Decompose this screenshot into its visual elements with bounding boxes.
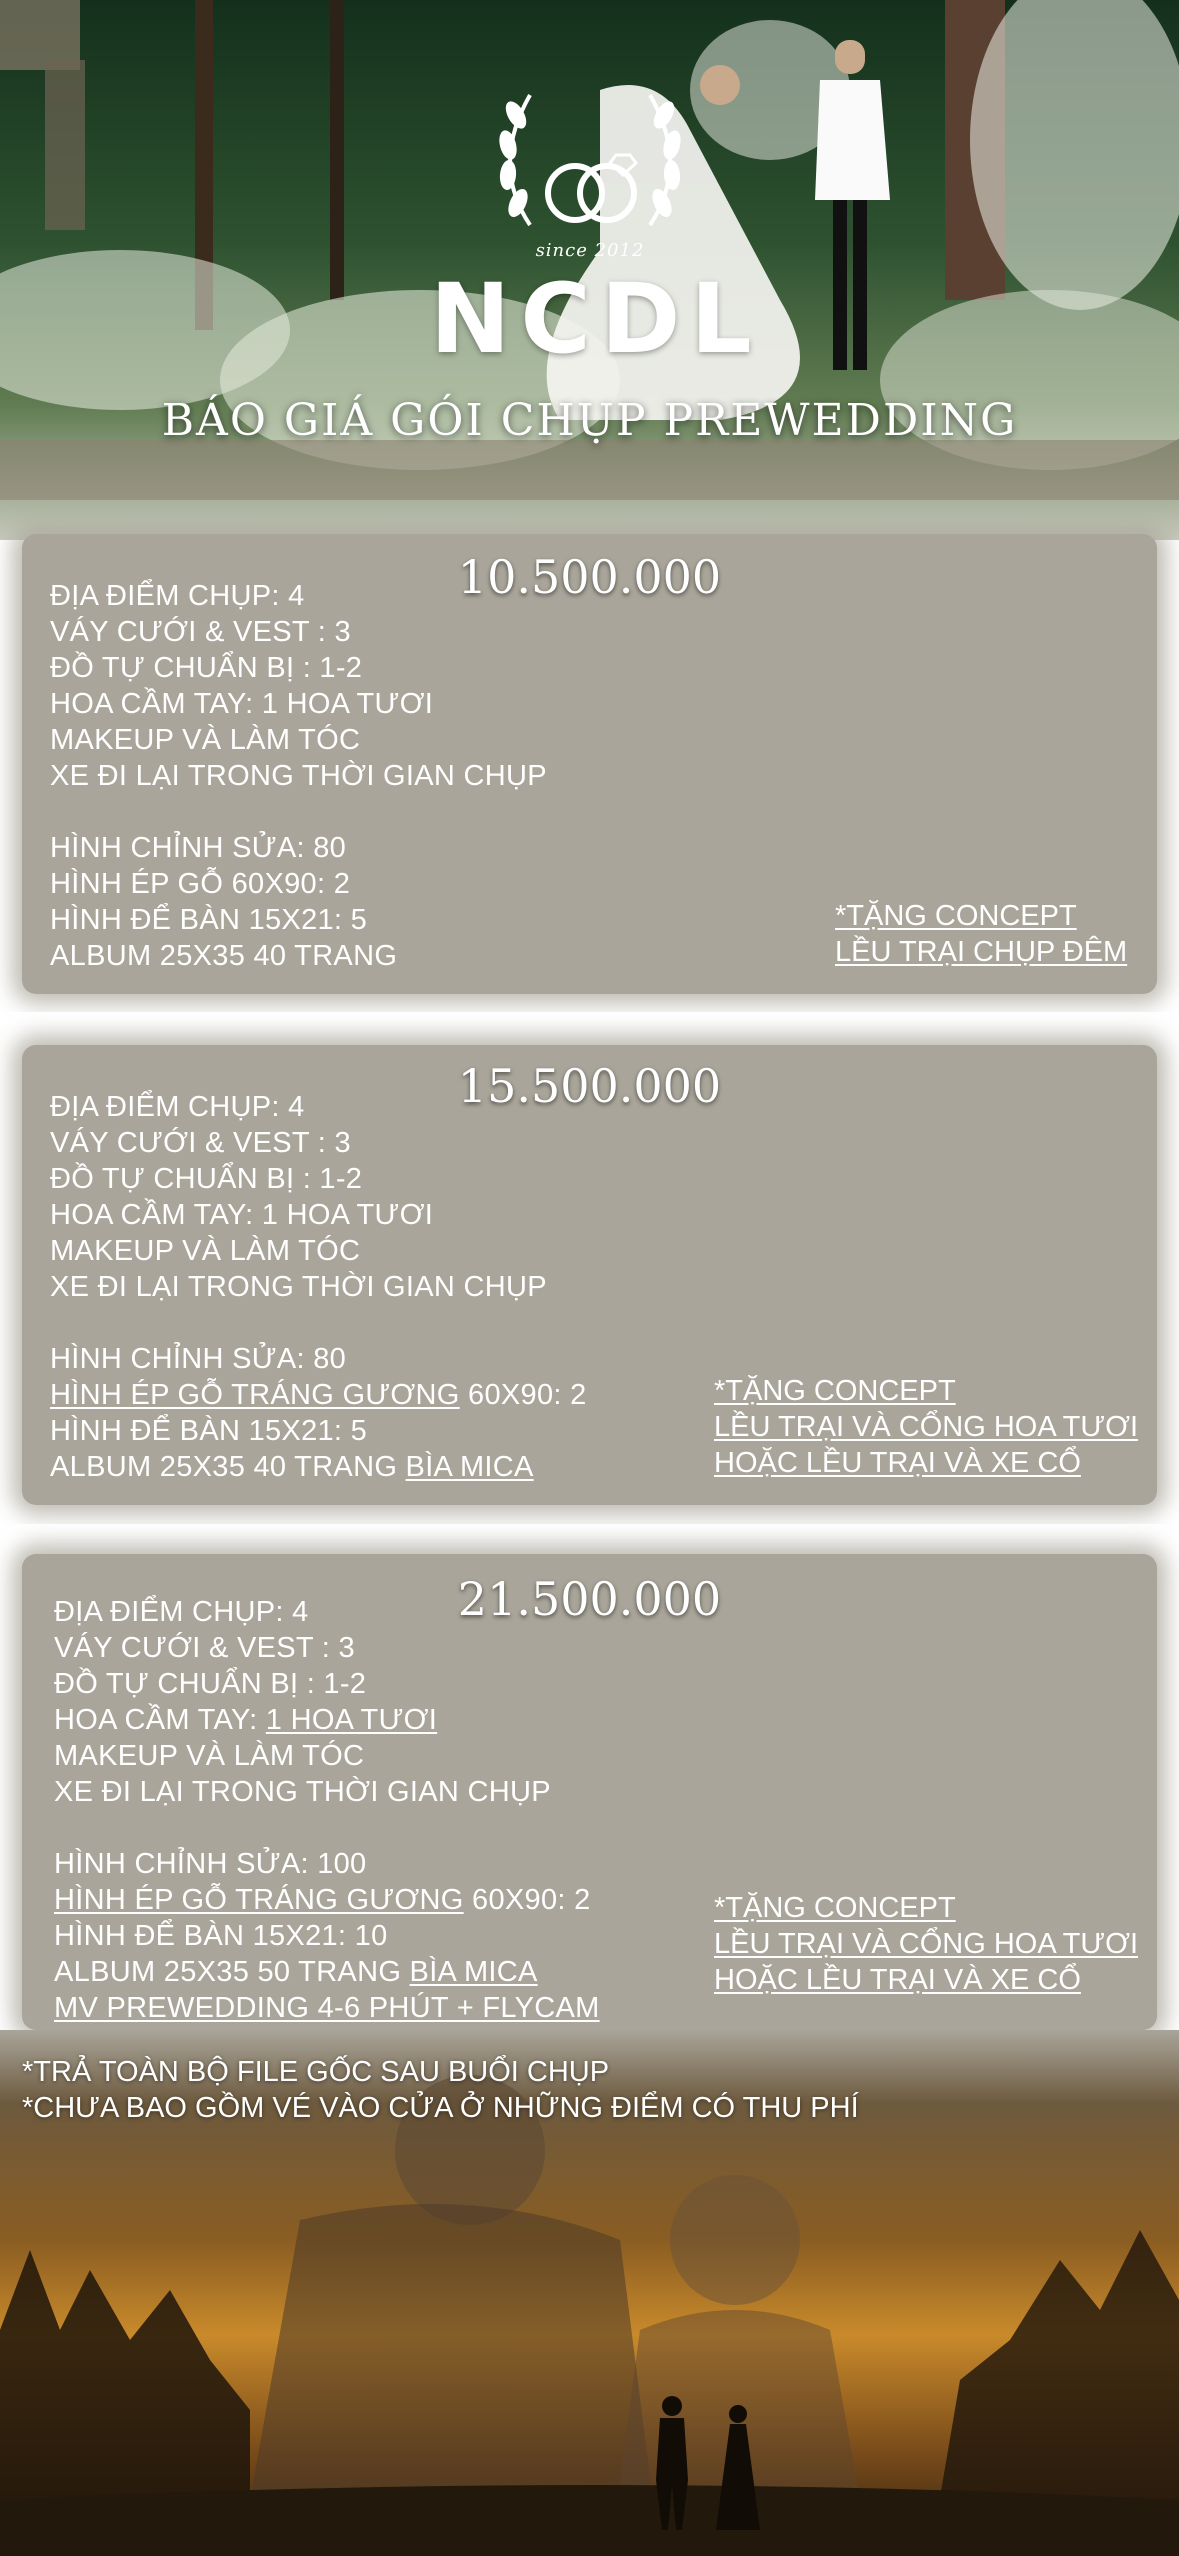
bonus-line: LỀU TRẠI VÀ CỔNG HOA TƯƠI bbox=[714, 1411, 1139, 1443]
underlined-text: 1 HOA TƯƠI bbox=[265, 1704, 438, 1736]
bonus-line: HOẶC LỀU TRẠI VÀ XE CỔ bbox=[714, 1447, 1081, 1479]
bonus-concept bbox=[835, 898, 1127, 970]
package-features-list bbox=[54, 1594, 600, 2026]
divider bbox=[0, 1012, 1179, 1026]
feature-item bbox=[50, 1377, 587, 1413]
feature-item: ĐỊA ĐIỂM CHỤP: 4 bbox=[50, 580, 305, 612]
feature-item: ĐỊA ĐIỂM CHỤP: 4 bbox=[50, 1091, 305, 1123]
underlined-text: HÌNH ÉP GỖ TRÁNG GƯƠNG bbox=[50, 1379, 460, 1411]
package-features-list bbox=[50, 578, 547, 974]
divider bbox=[0, 1524, 1179, 1538]
feature-text: 60X90: 2 bbox=[463, 1884, 591, 1916]
feature-spacer bbox=[54, 1810, 600, 1846]
feature-item: HÌNH ĐỂ BÀN 15X21: 5 bbox=[50, 904, 368, 936]
feature-item: HÌNH CHỈNH SỬA: 100 bbox=[54, 1848, 367, 1880]
underlined-text: HÌNH ÉP GỖ TRÁNG GƯƠNG bbox=[54, 1884, 464, 1916]
package-card-1 bbox=[22, 534, 1157, 994]
feature-item: HÌNH ĐỂ BÀN 15X21: 5 bbox=[50, 1415, 368, 1447]
underlined-text: MV PREWEDDING 4-6 PHÚT + FLYCAM bbox=[54, 1992, 600, 2024]
footer-notes bbox=[22, 2054, 859, 2126]
feature-item: HOA CẦM TAY: 1 HOA TƯƠI bbox=[50, 688, 434, 720]
bonus-line: LỀU TRẠI CHỤP ĐÊM bbox=[835, 936, 1128, 968]
bonus-line: HOẶC LỀU TRẠI VÀ XE CỔ bbox=[714, 1964, 1081, 1996]
feature-item: VÁY CƯỚI & VEST : 3 bbox=[50, 616, 351, 648]
feature-item: XE ĐI LẠI TRONG THỜI GIAN CHỤP bbox=[50, 1271, 547, 1303]
feature-item bbox=[54, 1990, 600, 2026]
underlined-text: BÌA MICA bbox=[409, 1956, 538, 1988]
feature-item: HÌNH CHỈNH SỬA: 80 bbox=[50, 832, 347, 864]
feature-item: MAKEUP VÀ LÀM TÓC bbox=[50, 724, 361, 756]
package-price: 10.500.000 bbox=[457, 550, 722, 604]
feature-item bbox=[54, 1702, 600, 1738]
bonus-concept bbox=[714, 1373, 1138, 1481]
package-card-3 bbox=[22, 1554, 1157, 2030]
feature-item: MAKEUP VÀ LÀM TÓC bbox=[50, 1235, 361, 1267]
package-price: 21.500.000 bbox=[457, 1572, 722, 1626]
feature-item: HOA CẦM TAY: 1 HOA TƯƠI bbox=[50, 1199, 434, 1231]
bonus-line: *TẶNG CONCEPT bbox=[714, 1892, 956, 1924]
feature-item: MAKEUP VÀ LÀM TÓC bbox=[54, 1740, 365, 1772]
feature-item: ĐỊA ĐIỂM CHỤP: 4 bbox=[54, 1596, 309, 1628]
note-line: *TRẢ TOÀN BỘ FILE GỐC SAU BUỔI CHỤP bbox=[22, 2056, 610, 2088]
feature-item: HÌNH ĐỂ BÀN 15X21: 10 bbox=[54, 1920, 388, 1952]
laurel-rings-emblem-icon bbox=[470, 75, 710, 255]
bonus-line: *TẶNG CONCEPT bbox=[835, 900, 1077, 932]
feature-text: 60X90: 2 bbox=[459, 1379, 587, 1411]
underlined-text: BÌA MICA bbox=[405, 1451, 534, 1483]
brand-name: NCDL bbox=[430, 263, 762, 375]
feature-item: ĐỒ TỰ CHUẨN BỊ : 1-2 bbox=[54, 1668, 367, 1700]
bonus-line: *TẶNG CONCEPT bbox=[714, 1375, 956, 1407]
feature-item: VÁY CƯỚI & VEST : 3 bbox=[50, 1127, 351, 1159]
feature-text: ALBUM 25X35 40 TRANG bbox=[50, 1451, 406, 1483]
page-title: BÁO GIÁ GÓI CHỤP PREWEDDING bbox=[161, 395, 1018, 446]
feature-text: HOA CẦM TAY: bbox=[54, 1704, 266, 1736]
feature-item: ĐỒ TỰ CHUẨN BỊ : 1-2 bbox=[50, 652, 363, 684]
feature-item: XE ĐI LẠI TRONG THỜI GIAN CHỤP bbox=[50, 760, 547, 792]
note-line: *CHƯA BAO GỒM VÉ VÀO CỬA Ở NHỮNG ĐIỂM CÓ THU PHÍ bbox=[22, 2092, 859, 2124]
feature-text: ALBUM 25X35 50 TRANG bbox=[54, 1956, 410, 1988]
feature-item: ĐỒ TỰ CHUẨN BỊ : 1-2 bbox=[50, 1163, 363, 1195]
feature-item bbox=[54, 1954, 600, 1990]
hero-photo bbox=[0, 0, 1179, 540]
ncdl-logo bbox=[430, 75, 762, 375]
feature-item: VÁY CƯỚI & VEST : 3 bbox=[54, 1632, 355, 1664]
feature-item: XE ĐI LẠI TRONG THỜI GIAN CHỤP bbox=[54, 1776, 551, 1808]
feature-spacer bbox=[50, 1305, 587, 1341]
package-card-2 bbox=[22, 1045, 1157, 1505]
bonus-concept bbox=[714, 1890, 1138, 1998]
feature-item bbox=[54, 1882, 600, 1918]
feature-spacer bbox=[50, 794, 547, 830]
feature-item: HÌNH CHỈNH SỬA: 80 bbox=[50, 1343, 347, 1375]
bonus-line: LỀU TRẠI VÀ CỔNG HOA TƯƠI bbox=[714, 1928, 1139, 1960]
package-features-list bbox=[50, 1089, 587, 1485]
since-text: since 2012 bbox=[535, 240, 645, 261]
feature-item: HÌNH ÉP GỖ 60X90: 2 bbox=[50, 868, 351, 900]
package-price: 15.500.000 bbox=[457, 1059, 722, 1113]
feature-item bbox=[50, 1449, 587, 1485]
feature-item: ALBUM 25X35 40 TRANG bbox=[50, 940, 398, 972]
